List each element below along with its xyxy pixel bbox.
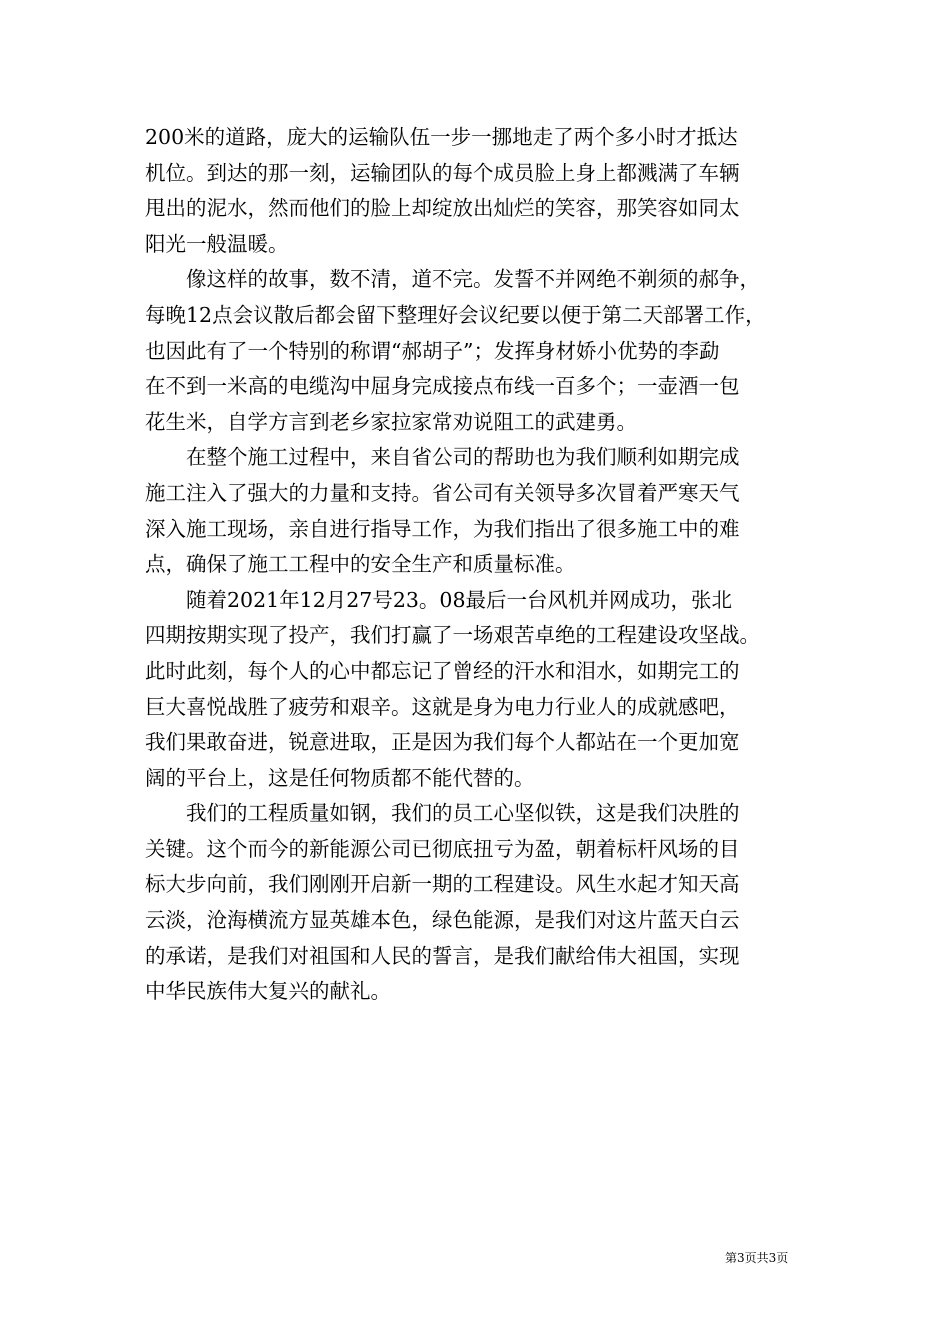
text-line: 点，确保了施工工程中的安全生产和质量标准。 <box>145 552 576 577</box>
text-line: 甩出的泥水，然而他们的脸上却绽放出灿烂的笑容，那笑容如同太 <box>145 196 740 221</box>
text-line: 阔的平台上，这是任何物质都不能代替的。 <box>145 765 535 790</box>
text-line: 花生米，自学方言到老乡家拉家常劝说阻工的武建勇。 <box>145 409 637 434</box>
paragraph-continuation <box>145 120 825 262</box>
text-line: 此时此刻，每个人的心中都忘记了曾经的汗水和泪水，如期完工的 <box>145 658 740 683</box>
text-line: 也因此有了一个特别的称谓“郝胡子”；发挥身材娇小优势的李勐 <box>145 338 720 363</box>
text-line: 的承诺，是我们对祖国和人民的誓言，是我们献给伟大祖国，实现 <box>145 943 740 968</box>
text-line: 每晚12点会议散后都会留下整理好会议纪要以便于第二天部署工作， <box>145 302 766 327</box>
text-line: 200米的道路，庞大的运输队伍一步一挪地走了两个多小时才抵达 <box>145 125 738 149</box>
text-line: 中华民族伟大复兴的献礼。 <box>145 979 391 1004</box>
text-line: 在不到一米高的电缆沟中屈身完成接点布线一百多个；一壶酒一包 <box>145 374 740 399</box>
text-line: 云淡，沧海横流方显英雄本色，绿色能源，是我们对这片蓝天白云 <box>145 908 740 933</box>
text-line: 我们果敢奋进，锐意进取，正是因为我们每个人都站在一个更加宽 <box>145 730 740 755</box>
text-line: 四期按期实现了投产，我们打赢了一场艰苦卓绝的工程建设攻坚战。 <box>145 623 760 648</box>
text-line: 随着2021年12月27号23。08最后一台风机并网成功，张北 <box>186 587 733 612</box>
article-body <box>145 120 825 1010</box>
text-line: 机位。到达的那一刻，运输团队的每个成员脸上身上都溅满了车辆 <box>145 160 740 185</box>
paragraph-support <box>145 440 825 582</box>
paragraph-stories <box>145 262 825 440</box>
text-line: 标大步向前，我们刚刚开启新一期的工程建设。风生水起才知天高 <box>145 872 740 897</box>
text-line: 像这样的故事，数不清，道不完。发誓不并网绝不剃须的郝争， <box>186 267 760 292</box>
text-line: 阳光一般温暖。 <box>145 231 289 256</box>
text-line: 施工注入了强大的力量和支持。省公司有关领导多次冒着严寒天气 <box>145 480 740 505</box>
text-line: 关键。这个而今的新能源公司已彻底扭亏为盈，朝着标杆风场的目 <box>145 836 740 861</box>
text-line: 巨大喜悦战胜了疲劳和艰辛。这就是身为电力行业人的成就感吧， <box>145 694 740 719</box>
paragraph-completion <box>145 583 825 797</box>
text-line: 深入施工现场，亲自进行指导工作，为我们指出了很多施工中的难 <box>145 516 740 541</box>
text-line: 我们的工程质量如钢，我们的员工心坚似铁，这是我们决胜的 <box>186 801 740 826</box>
page-number-footer: 第3页共3页 <box>725 1251 789 1265</box>
paragraph-conclusion <box>145 796 825 1010</box>
text-line: 在整个施工过程中，来自省公司的帮助也为我们顺利如期完成 <box>186 445 740 470</box>
